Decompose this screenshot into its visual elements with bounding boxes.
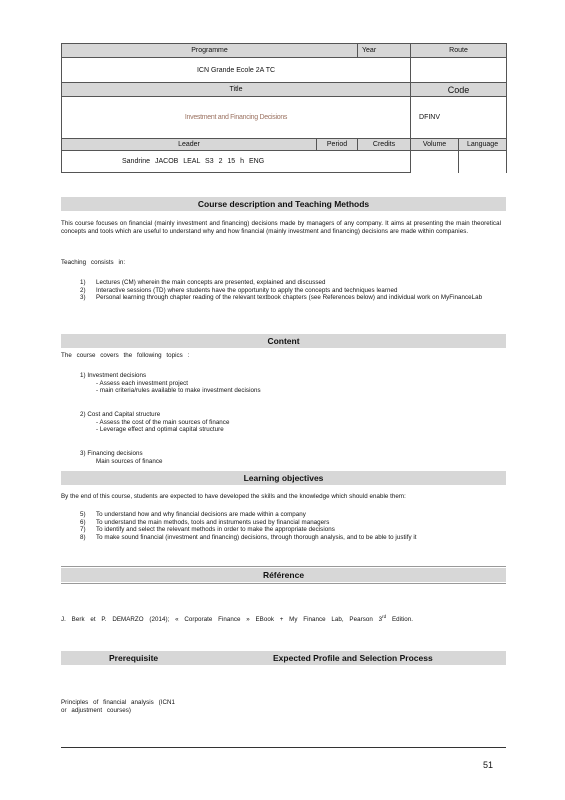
language-cell <box>459 151 507 173</box>
course-title: Investment and Financing Decisions <box>62 97 411 139</box>
prerequisite-heading: Prerequisite <box>109 653 159 663</box>
prerequisite-text: Principles of financial analysis (ICN1 or adjustment courses) <box>61 699 175 714</box>
period-label: Period <box>317 139 358 151</box>
content-heading: Content <box>61 334 506 348</box>
reference-text: J. Berk et P. DEMARZO (2014); « Corporate Finance » EBook + My Finance Lab, Pearson 3rd Edition. <box>61 614 414 624</box>
page-number: 51 <box>483 760 494 770</box>
year-label: Year <box>358 44 411 58</box>
divider <box>61 583 506 584</box>
list-item: 2) Interactive sessions (TD) where students have the opportunity to apply the concepts and techniques learned <box>80 286 398 294</box>
leader-row: Sandrine JACOB LEAL S3 2 15 h ENG <box>62 151 411 173</box>
volume-cell <box>411 151 459 173</box>
learning-objectives-list <box>80 511 500 541</box>
content-topic-1: 1) Investment decisions - Assess each investment project - main criteria/rules available to make investment decisions <box>80 372 261 395</box>
volume-label: Volume <box>411 139 459 151</box>
leader-label: Leader <box>62 139 317 151</box>
teaching-label: Teaching consists in: <box>61 259 126 266</box>
expected-profile-heading: Expected Profile and Selection Process <box>273 653 433 663</box>
course-description-intro: This course focuses on financial (mainly investment and financing) decisions made by managers of any company. It aims at presenting the main theoretical concepts and tools which are useful to understand why and how financial (mainly investment and financing) decisions are made within companies. <box>61 220 501 235</box>
course-header-table <box>61 43 507 173</box>
reference-heading: Référence <box>61 568 506 582</box>
learning-intro: By the end of this course, students are expected to have developed the skills and the knowledge which should enable them: <box>61 493 406 500</box>
code-label: Code <box>411 83 507 97</box>
teaching-methods-list <box>80 279 495 302</box>
list-item: 3) Personal learning through chapter reading of the relevant textbook chapters (see References below) and individual work on MyFinanceLab <box>80 294 483 302</box>
route-label: Route <box>411 44 507 58</box>
course-code: DFINV <box>411 97 507 139</box>
programme-label: Programme <box>62 44 358 58</box>
route-value <box>411 58 507 83</box>
list-item: 1) Lectures (CM) wherein the main concepts are presented, explained and discussed <box>80 279 326 286</box>
divider <box>61 566 506 567</box>
learning-objectives-heading: Learning objectives <box>61 471 506 485</box>
content-topic-3: 3) Financing decisions Main sources of finance <box>80 450 163 465</box>
list-item: 8) To make sound financial (investment and financing) decisions, through thorough analysis, and to be able to justify it <box>80 533 417 541</box>
course-description-heading: Course description and Teaching Methods <box>61 197 506 211</box>
list-item: 6) To understand the main methods, tools and instruments used by financial managers <box>80 518 330 526</box>
footer-rule <box>61 747 506 748</box>
language-label: Language <box>459 139 507 151</box>
credits-label: Credits <box>358 139 411 151</box>
title-label: Title <box>62 83 411 97</box>
content-intro: The course covers the following topics : <box>61 352 190 359</box>
list-item: 7) To identify and select the relevant methods in order to make the appropriate decisions <box>80 526 335 534</box>
programme-value: ICN Grande Ecole 2A TC <box>62 58 411 83</box>
content-topic-2: 2) Cost and Capital structure - Assess the cost of the main sources of finance - Leverage effect and optimal capital structure <box>80 411 230 434</box>
list-item: 5) To understand how and why financial decisions are made within a company <box>80 511 306 518</box>
